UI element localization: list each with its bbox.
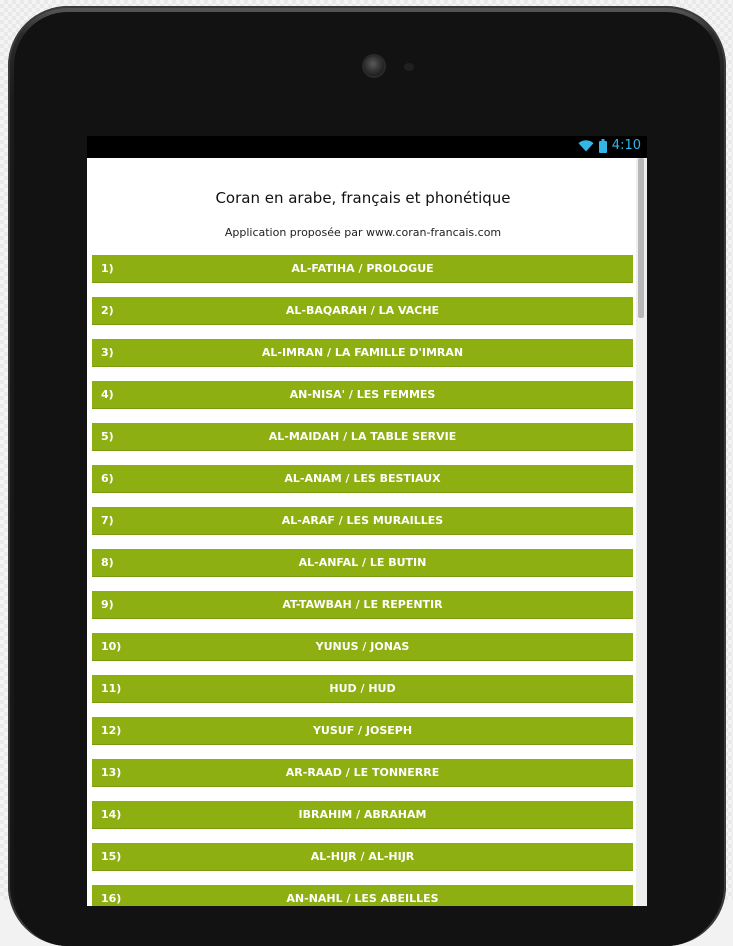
- app-subtitle: Application proposée par www.coran-francais.com: [87, 226, 639, 239]
- surah-name: HUD / HUD: [92, 682, 633, 695]
- surah-button[interactable]: [92, 423, 633, 450]
- surah-number: 1): [101, 262, 114, 275]
- surah-name: YUSUF / JOSEPH: [92, 724, 633, 737]
- surah-name: AT-TAWBAH / LE REPENTIR: [92, 598, 633, 611]
- surah-button[interactable]: [92, 465, 633, 492]
- surah-name: AL-ARAF / LES MURAILLES: [92, 514, 633, 527]
- sensor-icon: [404, 63, 414, 71]
- surah-button[interactable]: [92, 507, 633, 534]
- surah-name: AL-HIJR / AL-HIJR: [92, 850, 633, 863]
- surah-button[interactable]: [92, 339, 633, 366]
- surah-button[interactable]: [92, 675, 633, 702]
- surah-button[interactable]: [92, 297, 633, 324]
- surah-button[interactable]: [92, 255, 633, 282]
- device-screen: [87, 136, 647, 906]
- wifi-icon: [578, 139, 594, 152]
- surah-button[interactable]: [92, 801, 633, 828]
- surah-number: 13): [101, 766, 121, 779]
- surah-button[interactable]: [92, 717, 633, 744]
- surah-button[interactable]: [92, 381, 633, 408]
- surah-name: AN-NISA' / LES FEMMES: [92, 388, 633, 401]
- surah-name: AL-MAIDAH / LA TABLE SERVIE: [92, 430, 633, 443]
- surah-number: 14): [101, 808, 121, 821]
- surah-button[interactable]: [92, 633, 633, 660]
- surah-name: YUNUS / JONAS: [92, 640, 633, 653]
- app-title: Coran en arabe, français et phonétique: [87, 189, 639, 207]
- surah-number: 6): [101, 472, 114, 485]
- status-bar: [87, 136, 647, 158]
- surah-name: AL-ANFAL / LE BUTIN: [92, 556, 633, 569]
- surah-name: AR-RAAD / LE TONNERRE: [92, 766, 633, 779]
- surah-name: AL-ANAM / LES BESTIAUX: [92, 472, 633, 485]
- status-time: 4:10: [612, 138, 641, 153]
- surah-number: 12): [101, 724, 121, 737]
- surah-name: AL-IMRAN / LA FAMILLE D'IMRAN: [92, 346, 633, 359]
- surah-number: 5): [101, 430, 114, 443]
- surah-button[interactable]: [92, 885, 633, 906]
- battery-icon: [599, 139, 607, 153]
- app-content[interactable]: [87, 158, 647, 906]
- surah-number: 16): [101, 892, 121, 905]
- status-indicators: [578, 138, 641, 153]
- surah-number: 7): [101, 514, 114, 527]
- surah-name: IBRAHIM / ABRAHAM: [92, 808, 633, 821]
- surah-button[interactable]: [92, 843, 633, 870]
- surah-number: 11): [101, 682, 121, 695]
- surah-number: 8): [101, 556, 114, 569]
- surah-number: 9): [101, 598, 114, 611]
- surah-number: 3): [101, 346, 114, 359]
- surah-number: 10): [101, 640, 121, 653]
- surah-number: 2): [101, 304, 114, 317]
- surah-list: [92, 255, 633, 906]
- surah-button[interactable]: [92, 759, 633, 786]
- surah-number: 4): [101, 388, 114, 401]
- surah-name: AL-FATIHA / PROLOGUE: [92, 262, 633, 275]
- camera-icon: [364, 56, 384, 76]
- surah-button[interactable]: [92, 591, 633, 618]
- surah-name: AN-NAHL / LES ABEILLES: [92, 892, 633, 905]
- surah-number: 15): [101, 850, 121, 863]
- surah-name: AL-BAQARAH / LA VACHE: [92, 304, 633, 317]
- surah-button[interactable]: [92, 549, 633, 576]
